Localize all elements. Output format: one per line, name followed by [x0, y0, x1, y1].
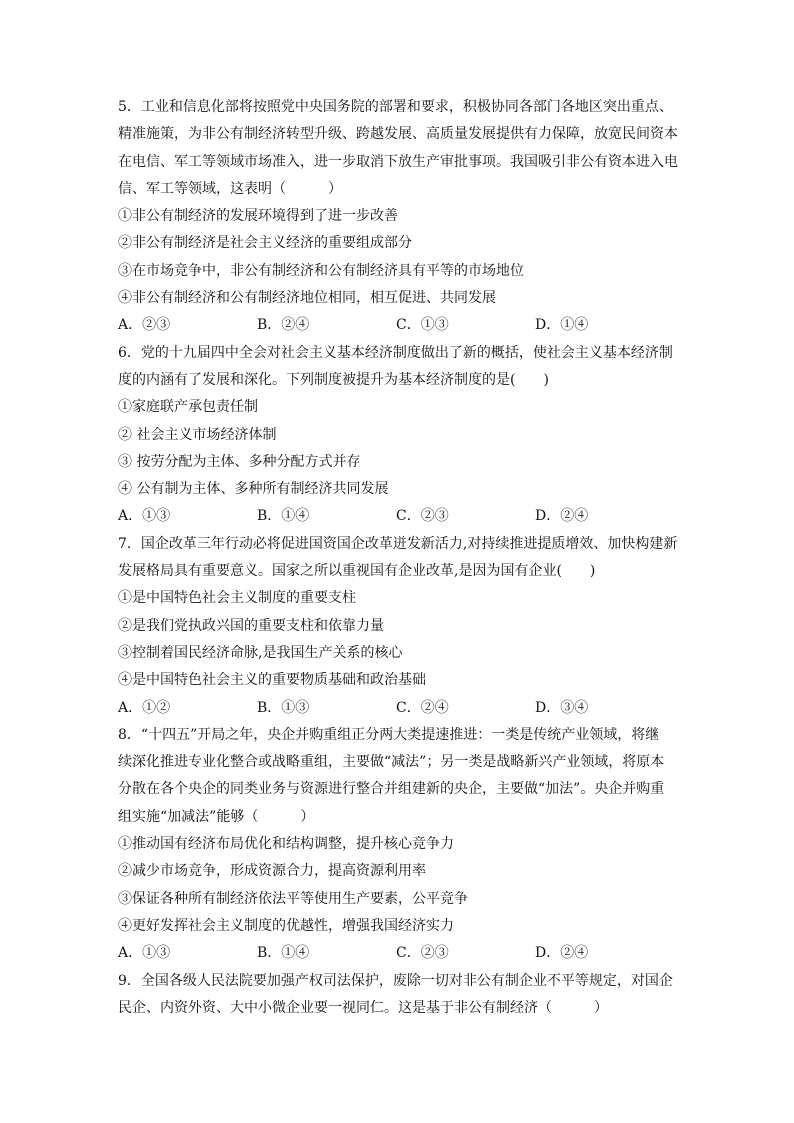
question-8 [118, 722, 680, 968]
question-7 [118, 531, 680, 722]
question-stem-line: 8．“十四五”开局之年，央企并购重组正分两大类提速推进：一类是传统产业领域，将继 [118, 726, 660, 743]
question-9 [118, 968, 680, 1023]
question-stem-line: 6．党的十九届四中全会对社会主义基本经济制度做出了新的概括，使社会主义基本经济制 [118, 344, 673, 361]
statement-option: ④ 公有制为主体、多种所有制经济共同发展 [118, 481, 389, 498]
answer-choice[interactable]: B．②④ [257, 317, 310, 334]
question-stem-line: 续深化推进专业化整合或战略重组，主要做“减法”；另一类是战略新兴产业领域，将原本 [118, 754, 665, 771]
statement-option: ③在市场竞争中，非公有制经济和公有制经济具有平等的市场地位 [118, 262, 524, 279]
answer-choice[interactable]: C．②③ [396, 508, 449, 525]
answer-choice[interactable]: A．①② [118, 699, 171, 716]
answer-choice[interactable]: A．①③ [118, 945, 171, 962]
statement-option: ①是中国特色社会主义制度的重要支柱 [118, 590, 356, 607]
statement-option: ④是中国特色社会主义的重要物质基础和政治基础 [118, 672, 426, 689]
statement-option: ② 社会主义市场经济体制 [118, 426, 277, 443]
statement-option: ②非公有制经济是社会主义经济的重要组成部分 [118, 235, 412, 252]
answer-choices [118, 695, 680, 722]
question-5 [118, 94, 680, 340]
statement-option: ①家庭联产承包责任制 [118, 399, 258, 416]
statement-option: ③保证各种所有制经济依法平等使用生产要素，公平竞争 [118, 890, 468, 907]
statement-option: ①推动国有经济布局优化和结构调整，提升核心竞争力 [118, 836, 454, 853]
answer-choice[interactable]: D．①④ [535, 317, 589, 334]
question-6 [118, 340, 680, 531]
statement-option: ①非公有制经济的发展环境得到了进一步改善 [118, 208, 398, 225]
question-stem-line: 在电信、军工等领域市场准入，进一步取消下放生产审批事项。我国吸引非公有资本进入电 [118, 153, 678, 170]
answer-choice[interactable]: C．②③ [396, 945, 449, 962]
question-stem-line: 分散在各个央企的同类业务与资源进行整合并组建新的央企，主要做“加法”。央企并购重 [118, 781, 665, 798]
answer-choice[interactable]: D．③④ [535, 699, 589, 716]
statement-option: ④更好发挥社会主义制度的优越性，增强我国经济实力 [118, 917, 454, 934]
statement-option: ④非公有制经济和公有制经济地位相同，相互促进、共同发展 [118, 290, 496, 307]
statement-option: ③ 按劳分配为主体、多种分配方式并存 [118, 453, 361, 470]
statement-option: ②是我们党执政兴国的重要支柱和依靠力量 [118, 617, 384, 634]
answer-choice[interactable]: C．①③ [396, 317, 449, 334]
answer-choice[interactable]: B．①④ [257, 508, 310, 525]
question-stem-line: 7．国企改革三年行动必将促进国资国企改革迸发新活力,对持续推进提质增效、加快构建新 [118, 535, 678, 552]
question-stem-line: 组实施“加减法”能够（ ） [118, 808, 315, 825]
answer-choice[interactable]: D．②④ [535, 945, 589, 962]
question-stem-line: 精准施策，为非公有制经济转型升级、跨越发展、高质量发展提供有力保障，放宽民间资本 [118, 126, 678, 143]
answer-choice[interactable]: B．①④ [257, 945, 310, 962]
answer-choices [118, 940, 680, 967]
question-list [118, 94, 680, 1022]
statement-option: ③控制着国民经济命脉,是我国生产关系的核心 [118, 644, 403, 661]
answer-choice[interactable]: A．②③ [118, 317, 171, 334]
question-stem-line: 民企、内资外资、大中小微企业要一视同仁。这是基于非公有制经济（ ） [118, 999, 608, 1016]
answer-choices [118, 312, 680, 339]
question-stem-line: 信、军工等领域，这表明（ ） [118, 180, 342, 197]
question-stem-line: 发展格局具有重要意义。国家之所以重视国有企业改革,是因为国有企业( ) [118, 563, 596, 580]
question-stem-line: 度的内涵有了发展和深化。下列制度被提升为基本经济制度的是( ) [118, 371, 549, 388]
question-stem-line: 9．全国各级人民法院要加强产权司法保护，废除一切对非公有制企业不平等规定，对国企 [118, 972, 673, 989]
answer-choice[interactable]: B．①③ [257, 699, 310, 716]
answer-choices [118, 503, 680, 530]
answer-choice[interactable]: A．①③ [118, 508, 171, 525]
answer-choice[interactable]: C．②④ [396, 699, 449, 716]
statement-option: ②减少市场竞争，形成资源合力，提高资源利用率 [118, 863, 426, 880]
answer-choice[interactable]: D．②④ [535, 508, 589, 525]
question-stem-line: 5．工业和信息化部将按照党中央国务院的部署和要求，积极协同各部门各地区突出重点、 [118, 99, 673, 115]
